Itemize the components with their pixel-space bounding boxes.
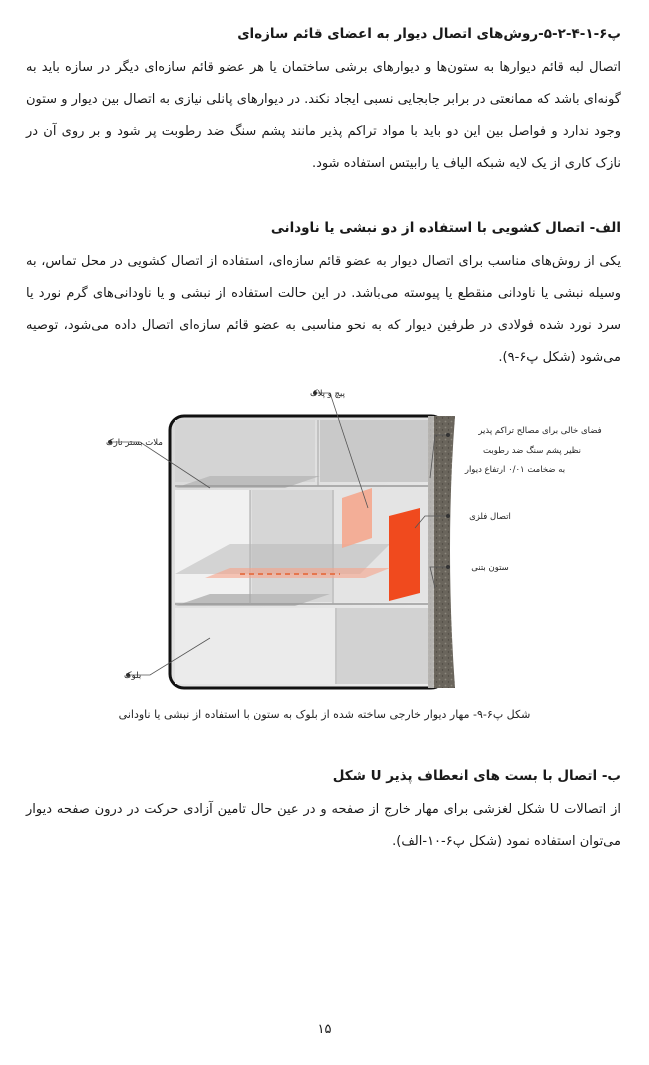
label-screw: پیچ و پلاک [310, 389, 345, 399]
label-gap-1: فضای خالی برای مصالح تراکم پذیر [478, 426, 602, 436]
paragraph-wall-connection: اتصال لبه قائم دیوارها به ستون‌ها و دیوارهای برشی ساختمان یا هر عضو قائم سازه‌ای دیگر در سازه باید به گونه‌ای باشد که ممانعتی در برابر جابجایی نسبی ایجاد نکند. در دیوارهای پانلی نیازی به اتصال بین دیوار و ستون وجود ندارد و فواصل بین این دو باید با مواد تراکم پذیر مانند پشم سنگ ضد رطوبت پر شود و بر روی آن در نازک کاری از یک لایه شبکه الیاف یا رابیتس استفاده شود. [26, 60, 621, 171]
label-metal: اتصال فلزی [469, 512, 511, 522]
page-number: ۱۵ [317, 1022, 332, 1037]
paragraph-u-connection: از اتصالات U شکل لغزشی برای مهار خارج از صفحه و در عین حال تامین آزادی حرکت در درون صفحه دیوار می‌توان استفاده نمود (شکل پ۶-۱۰-الف). [26, 802, 621, 849]
section-heading-u-connection: ب- اتصال با بست های انعطاف پذیر U شکل [332, 768, 621, 784]
connector-light [342, 488, 372, 548]
section-heading-sliding-connection: الف- اتصال کشویی با استفاده از دو نبشی یا ناودانی [270, 220, 621, 236]
section-heading-wall-connection: پ۶-۱-۴-۲-۵-روش‌های اتصال دیوار به اعضای قائم سازه‌ای [237, 26, 621, 42]
label-gap-3: به ضخامت ۰/۰۱ ارتفاع دیوار [464, 465, 566, 475]
label-column: ستون بتنی [471, 563, 509, 573]
connector-dark [389, 508, 420, 601]
label-block: بلوک [124, 671, 142, 681]
label-gap-2: نظیر پشم سنگ ضد رطوبت [483, 446, 581, 456]
concrete-column [428, 416, 455, 688]
figure-wall-to-column-anchor [30, 378, 620, 698]
paragraph-sliding-connection: یکی از روش‌های مناسب برای اتصال دیوار به عضو قائم سازه‌ای، استفاده از اتصال کشویی در محل تماس، به وسیله نبشی یا ناودانی منقطع یا پیوسته می‌باشد. در این حالت استفاده از نبشی و یا ناودانی‌های گرم نورد یا سرد نورد شده فولادی در طرفین دیوار که به نحو مناسبی به عضو قائم سازه‌ای اتصال داده می‌شود، توصیه می‌شود (شکل پ۶-۹). [26, 254, 621, 365]
figure-caption: شکل پ۶-۹- مهار دیوار خارجی ساخته شده از بلوک به ستون با استفاده از نبشی یا ناودانی [118, 708, 531, 721]
label-mortar: ملات بستر نازک [106, 438, 163, 448]
